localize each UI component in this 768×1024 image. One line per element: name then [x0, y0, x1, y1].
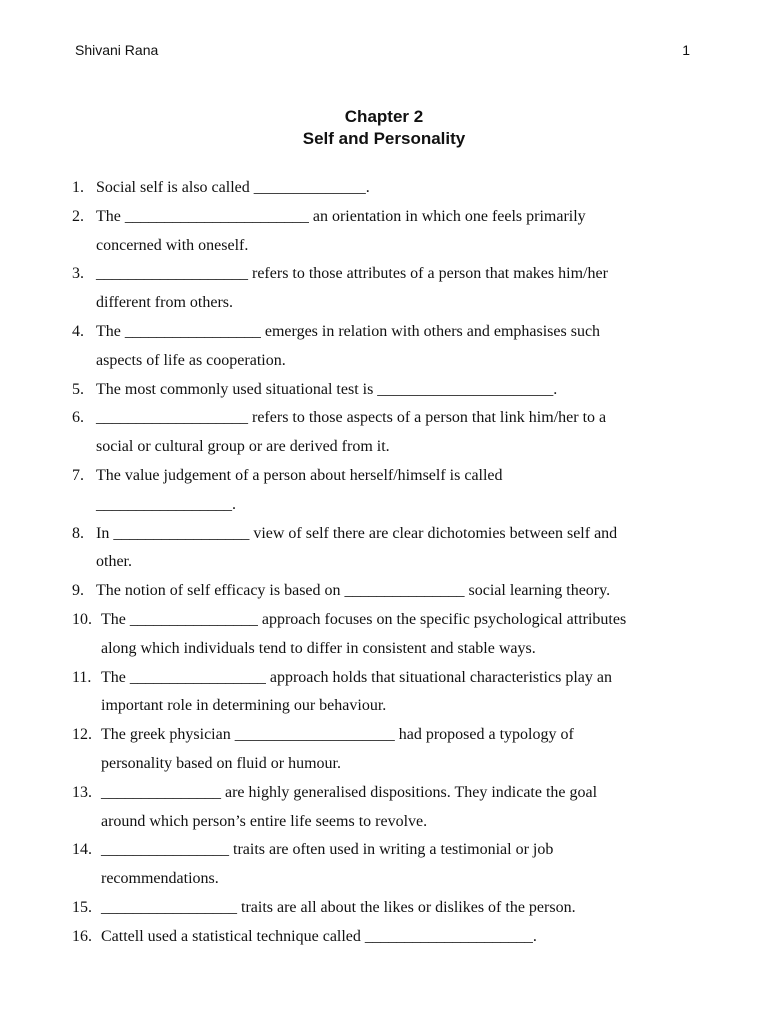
question-text-continued: _________________.: [96, 495, 236, 513]
question-text-continued: different from others.: [96, 294, 233, 312]
question-item: [72, 174, 712, 203]
question-number: 7.: [72, 466, 84, 484]
page-number: 1: [682, 42, 690, 58]
question-text: ________________ traits are often used in writing a testimonial or job: [101, 841, 554, 859]
question-item: [72, 664, 712, 722]
question-number: 6.: [72, 409, 84, 427]
question-text-continued: aspects of life as cooperation.: [96, 351, 286, 369]
question-text: ___________________ refers to those attributes of a person that makes him/her: [96, 265, 608, 283]
question-item: [72, 203, 712, 261]
chapter-title: Chapter 2: [344, 107, 424, 126]
question-number: 2.: [72, 207, 84, 225]
question-text: ___________________ refers to those aspects of a person that link him/her to a: [96, 409, 607, 427]
question-number: 4.: [72, 322, 84, 340]
question-text-continued: concerned with oneself.: [96, 236, 249, 254]
question-number: 10.: [72, 610, 92, 628]
question-number: 3.: [72, 265, 84, 283]
author-name: Shivani Rana: [75, 42, 159, 58]
question-text: The _________________ emerges in relation with others and emphasises such: [96, 322, 601, 340]
question-item: [72, 404, 712, 462]
question-text-continued: recommendations.: [101, 870, 219, 888]
page-header: [75, 42, 690, 62]
question-item: [72, 779, 712, 837]
question-number: 5.: [72, 380, 84, 398]
question-item: [72, 721, 712, 779]
question-text-continued: social or cultural group or are derived from it.: [96, 438, 390, 456]
question-number: 16.: [72, 927, 92, 945]
question-number: 8.: [72, 524, 84, 542]
question-item: [72, 923, 712, 952]
question-text: Cattell used a statistical technique called _____________________.: [101, 927, 537, 945]
question-item: [72, 606, 712, 664]
question-number: 11.: [72, 668, 92, 686]
question-number: 9.: [72, 582, 84, 600]
question-text-continued: other.: [96, 553, 132, 571]
question-text-continued: along which individuals tend to differ in consistent and stable ways.: [101, 639, 536, 657]
question-number: 12.: [72, 726, 92, 744]
question-number: 1.: [72, 179, 84, 196]
question-item: [72, 577, 712, 606]
question-number: 15.: [72, 898, 92, 916]
question-text-continued: personality based on fluid or humour.: [101, 754, 341, 772]
question-text-continued: around which person’s entire life seems to revolve.: [101, 812, 428, 830]
question-text: The notion of self efficacy is based on _______________ social learning theory.: [96, 582, 611, 600]
question-text: The _______________________ an orientation in which one feels primarily: [96, 207, 586, 225]
chapter-subtitle: Self and Personality: [302, 129, 466, 148]
question-item: [72, 894, 712, 923]
question-text: The value judgement of a person about herself/himself is called: [96, 466, 503, 484]
question-text: In _________________ view of self there are clear dichotomies between self and: [96, 524, 618, 542]
question-item: [72, 520, 712, 578]
question-text: _________________ traits are all about the likes or dislikes of the person.: [101, 898, 576, 916]
question-number: 14.: [72, 841, 92, 859]
question-item: [72, 462, 712, 520]
question-text: _______________ are highly generalised dispositions. They indicate the goal: [101, 783, 598, 801]
question-item: [72, 260, 712, 318]
question-list: [72, 174, 712, 952]
question-item: [72, 836, 712, 894]
question-text: The greek physician ____________________ had proposed a typology of: [101, 726, 574, 744]
chapter-heading: [0, 106, 768, 150]
question-item: [72, 376, 712, 405]
question-text: Social self is also called ______________.: [96, 179, 370, 196]
question-text: The _________________ approach holds that situational characteristics play an: [101, 668, 612, 686]
question-text: The most commonly used situational test is ______________________.: [96, 380, 558, 398]
question-number: 13.: [72, 783, 92, 801]
question-text: The ________________ approach focuses on the specific psychological attributes: [101, 610, 627, 628]
question-item: [72, 318, 712, 376]
question-text-continued: important role in determining our behaviour.: [101, 697, 387, 715]
